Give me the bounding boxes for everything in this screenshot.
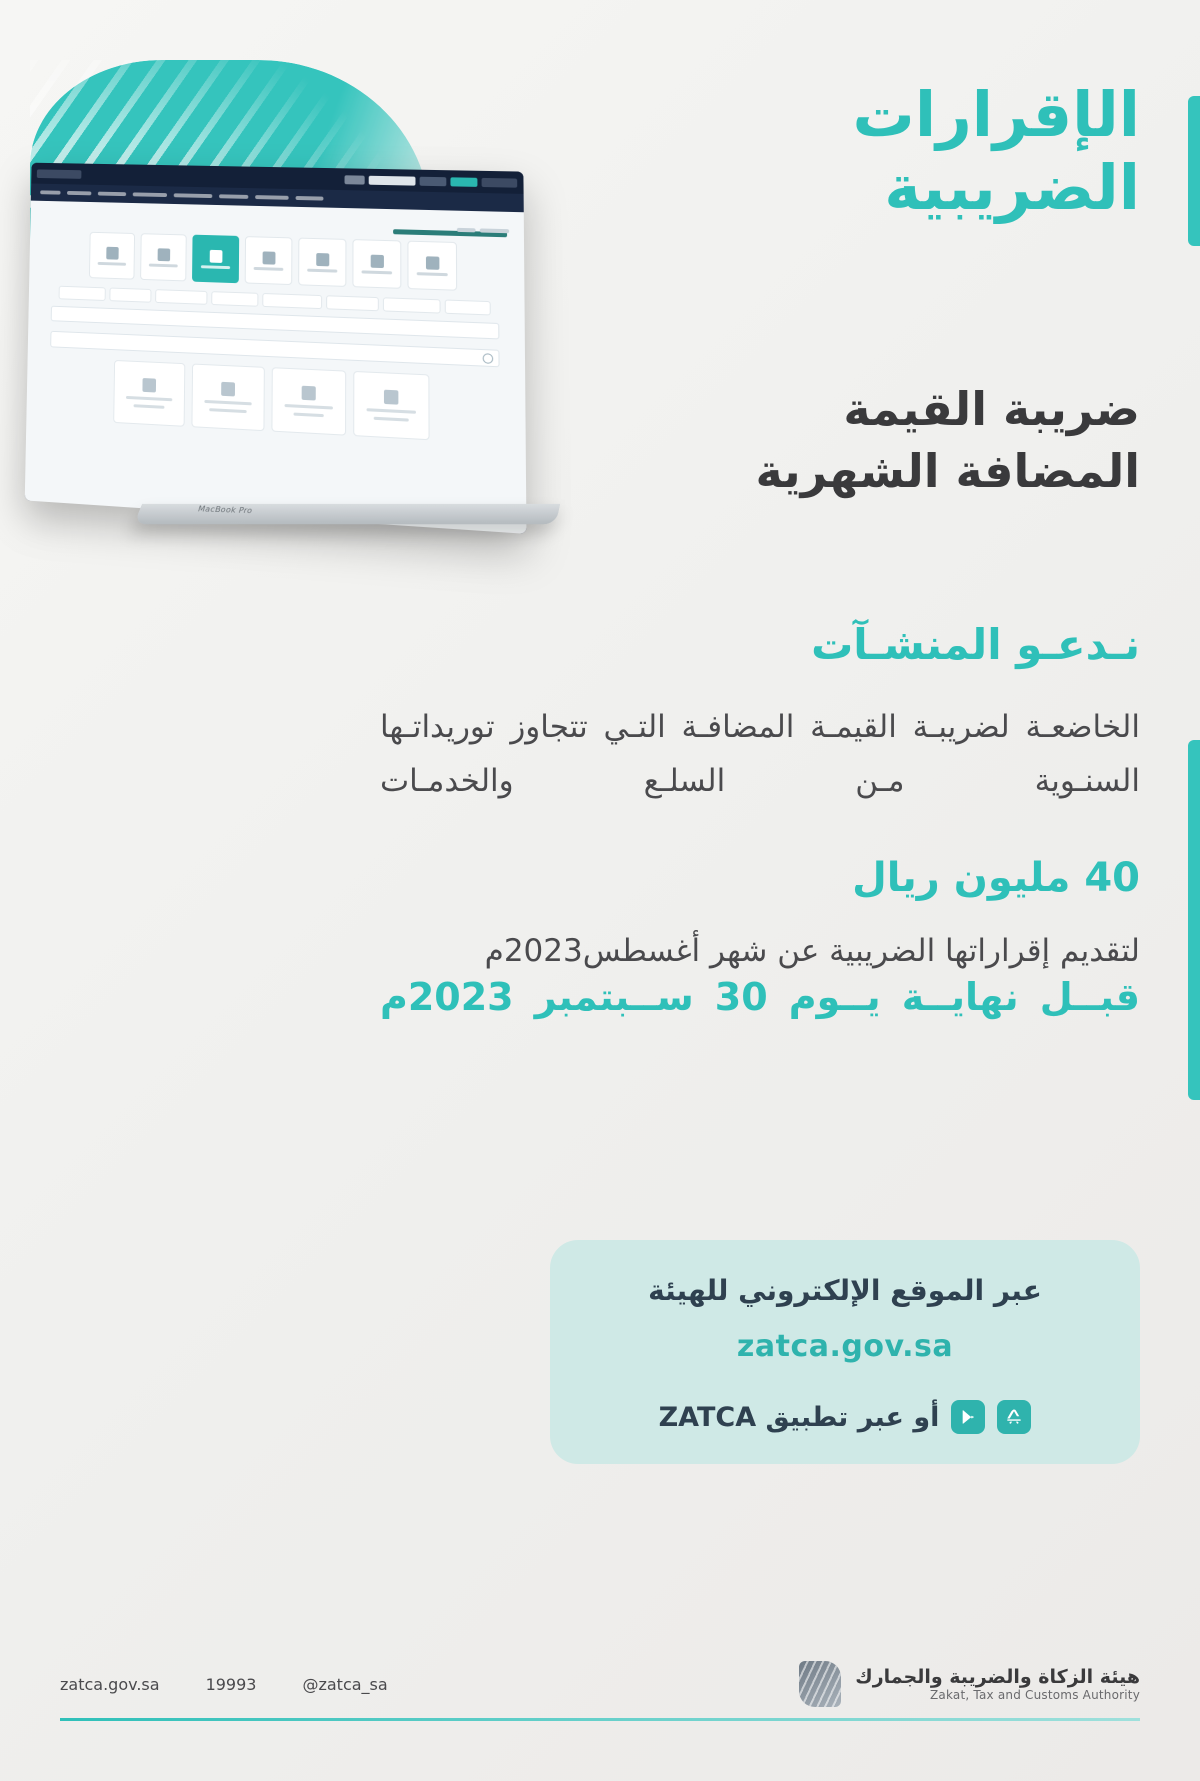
- portal-tile: [191, 364, 264, 432]
- edge-accent-bar-bottom: [1188, 740, 1200, 1100]
- service-card-selected: [192, 235, 239, 284]
- cta-apps-text: أو عبر تطبيق ZATCA: [658, 1401, 940, 1433]
- service-card: [89, 232, 135, 280]
- cta-card: [550, 1240, 1140, 1464]
- page-subtitle: [500, 378, 1140, 502]
- portal-service-tiles: [36, 356, 515, 445]
- topbar-lang: [345, 175, 365, 184]
- title-line-2: الضريبية: [884, 151, 1140, 225]
- service-card: [298, 238, 346, 287]
- portal-tile: [353, 371, 429, 440]
- zatca-logo-icon: [799, 1661, 841, 1707]
- edge-accent-bar-top: [1188, 96, 1200, 246]
- footer-divider: [60, 1718, 1140, 1721]
- cta-apps-row: [580, 1400, 1110, 1434]
- topbar-brand: [37, 169, 82, 178]
- footer: [60, 1660, 1140, 1708]
- threshold-amount: 40 مليون ريال: [852, 855, 1140, 901]
- footer-social-handle[interactable]: @zatca_sa: [302, 1674, 388, 1694]
- footer-phone[interactable]: 19993: [205, 1674, 257, 1694]
- laptop-model-label: MacBook Pro: [196, 504, 254, 515]
- service-card: [140, 233, 187, 281]
- body-paragraph: الخاضعـة لضريبـة القيمـة المضافـة التـي تتجاوز توريداتـها السنـوية مـن السلـع والخدمـات: [380, 709, 1140, 800]
- subtitle-line-2: المضافة الشهرية: [755, 444, 1140, 499]
- footer-brand: [799, 1661, 1140, 1707]
- title-line-1: الإقرارات: [852, 78, 1140, 151]
- body-paragraph-2: لتقديم إقراراتها الضريبية عن شهر أغسطس2023م: [484, 933, 1140, 969]
- footer-contacts: [60, 1675, 388, 1694]
- search-icon: [483, 353, 494, 364]
- page-title: [500, 78, 1140, 224]
- app-store-icon[interactable]: [997, 1400, 1031, 1434]
- service-card: [352, 239, 401, 289]
- portal-tile: [271, 367, 346, 435]
- service-card: [245, 236, 293, 285]
- topbar-button-2: [420, 176, 447, 186]
- google-play-icon[interactable]: [951, 1400, 985, 1434]
- subtitle-line-1: ضريبة القيمة: [843, 382, 1140, 436]
- laptop-screen: [25, 163, 527, 534]
- topbar-search: [369, 175, 416, 185]
- portal-page: [25, 201, 527, 534]
- portal-tile: [113, 360, 185, 427]
- laptop-mockup: [18, 165, 548, 560]
- portal-service-cards: [39, 230, 514, 292]
- topbar-button-1: [450, 177, 477, 187]
- service-card: [407, 241, 457, 291]
- authority-name-en: Zakat, Tax and Customs Authority: [930, 1688, 1140, 1702]
- cta-website-label: عبر الموقع الإلكتروني للهيئة: [648, 1274, 1042, 1307]
- cta-website-url[interactable]: zatca.gov.sa: [736, 1329, 954, 1364]
- authority-name-ar: هيئة الزكاة والضريبة والجمارك: [855, 1666, 1140, 1688]
- footer-website[interactable]: zatca.gov.sa: [60, 1674, 160, 1694]
- invite-heading: نـدعـو المنشـآت: [811, 620, 1140, 669]
- deadline-text: قبــل نهايــة يــوم 30 ســبتمبر 2023م: [380, 975, 1140, 1019]
